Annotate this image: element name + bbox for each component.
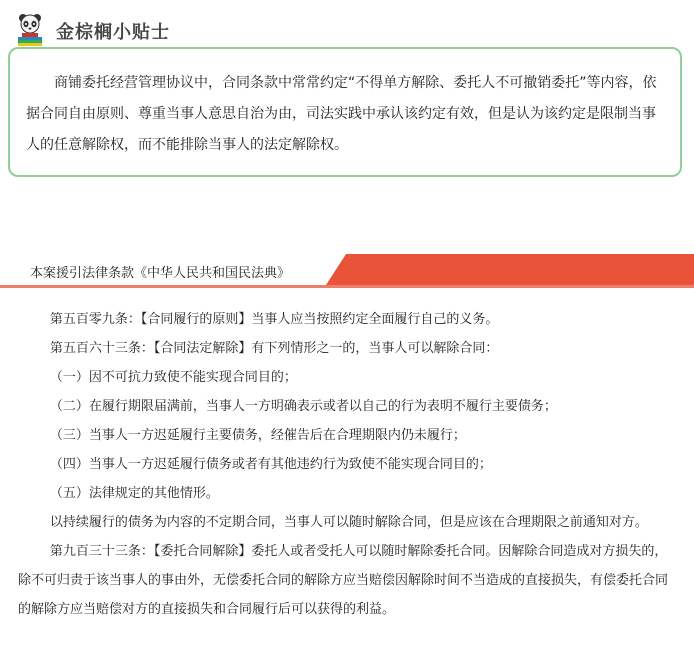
tip-box — [8, 47, 682, 177]
law-banner-title: 本案援引法律条款《中华人民共和国民法典》 — [30, 266, 291, 281]
tip-text: 商铺委托经营管理协议中，合同条款中常常约定“不得单方解除、委托人不可撤销委托”等内容，依据合同自由原则、尊重当事人意思自治为由，司法实践中承认该约定有效，但是认为该约定是限制当事人的任意解除权，而不能排除当事人的法定解除权。 — [26, 75, 657, 153]
panda-mascot-icon — [14, 12, 46, 46]
list-item: （二）在履行期限届满前，当事人一方明确表示或者以自己的行为表明不履行主要债务； — [49, 399, 557, 414]
list-item: （三）当事人一方迟延履行主要债务，经催告后在合理期限内仍未履行； — [49, 428, 466, 443]
article-933: 第九百三十三条：【委托合同解除】委托人或者受托人可以随时解除委托合同。因解除合同造成对方损失的，除不可归责于该当事人的事由外，无偿委托合同的解除方应当赔偿因解除时间不当造成的直接损失，有偿委托合同的解除方应当赔偿对方的直接损失和合同履行后可以获得的利益。 — [18, 544, 669, 617]
article-563-continuation: 以持续履行的债务为内容的不定期合同，当事人可以随时解除合同，但是应该在合理期限之前通知对方。 — [49, 515, 648, 530]
banner-bottom-rule — [0, 285, 694, 288]
list-item: （一）因不可抗力致使不能实现合同目的； — [49, 370, 297, 385]
list-item: （五）法律规定的其他情形。 — [49, 486, 219, 501]
tips-header — [14, 10, 314, 46]
list-item: （四）当事人一方迟延履行债务或者有其他违约行为致使不能实现合同目的； — [49, 457, 492, 472]
header-title: 金棕榈小贴士 — [56, 22, 170, 43]
banner-accent-block — [326, 254, 694, 285]
article-509: 第五百零九条：【合同履行的原则】当事人应当按照约定全面履行自己的义务。 — [49, 312, 499, 327]
law-banner — [0, 254, 694, 292]
article-563: 第五百六十三条：【合同法定解除】有下列情形之一的，当事人可以解除合同： — [49, 341, 499, 356]
law-articles — [18, 305, 678, 624]
